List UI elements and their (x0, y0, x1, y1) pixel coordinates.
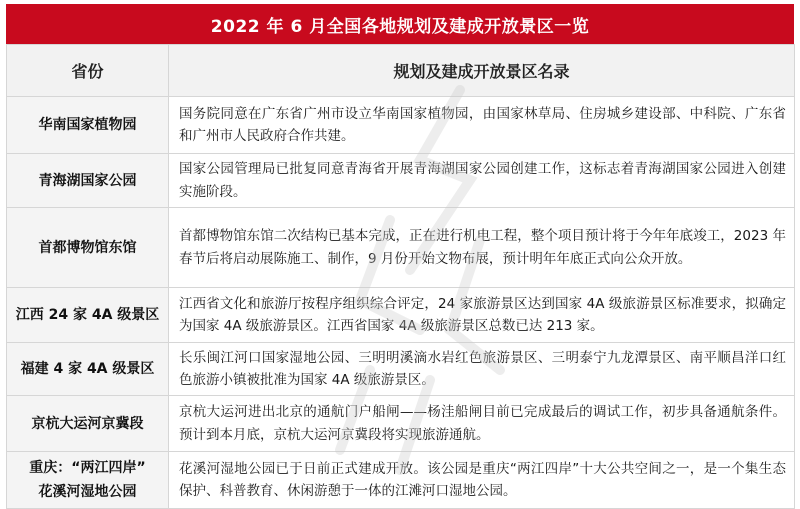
row-description: 国务院同意在广东省广州市设立华南国家植物园，由国家林草局、住房城乡建设部、中科院、广东省和广州市人民政府合作共建。 (169, 97, 795, 154)
row-province: 青海湖国家公园 (7, 154, 169, 208)
table-row (7, 208, 795, 288)
row-province: 首都博物馆东馆 (7, 208, 169, 288)
row-province: 华南国家植物园 (7, 97, 169, 154)
row-province-line: 重庆：“两江四岸” (29, 460, 146, 476)
table-row (7, 154, 795, 208)
row-province: 京杭大运河京冀段 (7, 396, 169, 452)
table-row (7, 288, 795, 343)
row-description: 长乐闽江河口国家湿地公园、三明明溪滴水岩红色旅游景区、三明泰宁九龙潭景区、南平顺昌洋口红色旅游小镇被批准为国家 4A 级旅游景区。 (169, 343, 795, 396)
row-description: 京杭大运河进出北京的通航门户船闸——杨洼船闸目前已完成最后的调试工作，初步具备通航条件。预计到本月底，京杭大运河京冀段将实现旅游通航。 (169, 396, 795, 452)
header-province: 省份 (7, 45, 169, 97)
row-province: 福建 4 家 4A 级景区 (7, 343, 169, 396)
row-description: 首都博物馆东馆二次结构已基本完成，正在进行机电工程，整个项目预计将于今年年底竣工，2023 年春节后将启动展陈施工、制作，9 月份开始文物布展，预计明年年底正式向公众开放。 (169, 208, 795, 288)
row-description: 国家公园管理局已批复同意青海省开展青海湖国家公园创建工作，这标志着青海湖国家公园进入创建实施阶段。 (169, 154, 795, 208)
table-row (7, 343, 795, 396)
table-row (7, 97, 795, 154)
table-title: 2022 年 6 月全国各地规划及建成开放景区一览 (6, 4, 794, 44)
table-row (7, 396, 795, 452)
header-list: 规划及建成开放景区名录 (169, 45, 795, 97)
row-province: 江西 24 家 4A 级景区 (7, 288, 169, 343)
row-province-line: 花溪河湿地公园 (38, 484, 137, 500)
row-description: 花溪河湿地公园已于日前正式建成开放。该公园是重庆“两江四岸”十大公共空间之一，是一个集生态保护、科普教育、休闲游憩于一体的江滩河口湿地公园。 (169, 452, 795, 509)
row-description: 江西省文化和旅游厅按程序组织综合评定，24 家旅游景区达到国家 4A 级旅游景区标准要求，拟确定为国家 4A 级旅游景区。江西省国家 4A 级旅游景区总数已达 213 家。 (169, 288, 795, 343)
row-province (7, 452, 169, 509)
header-row (7, 45, 795, 97)
table-row (7, 452, 795, 509)
scenic-area-table (6, 44, 795, 509)
